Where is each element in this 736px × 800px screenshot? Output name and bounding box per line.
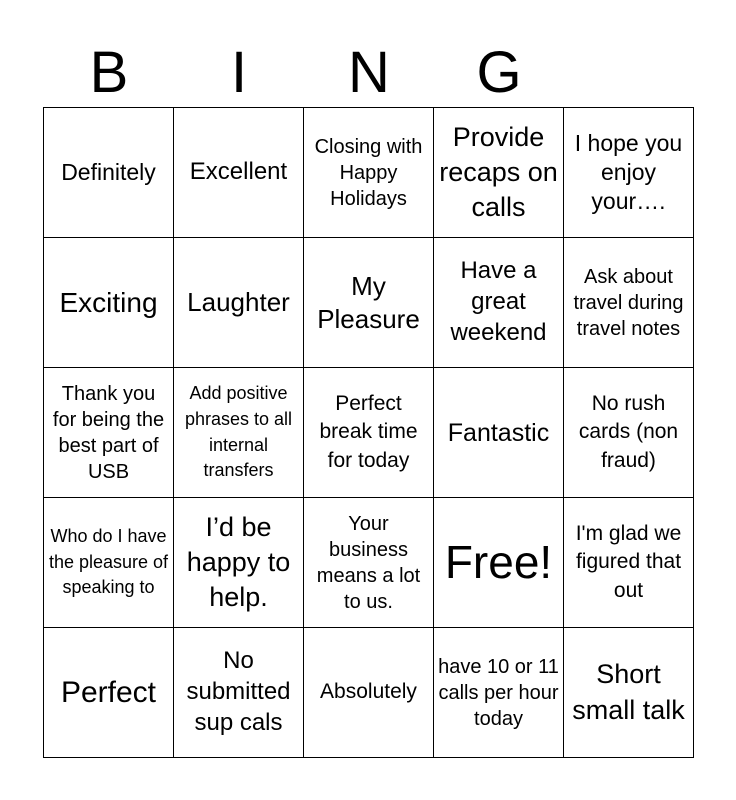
header-letter-b: B bbox=[89, 40, 129, 105]
header-letter-n: N bbox=[348, 40, 390, 105]
bingo-cell: Ask about travel during travel notes bbox=[564, 238, 694, 368]
bingo-row bbox=[44, 628, 694, 758]
bingo-cell: have 10 or 11 calls per hour today bbox=[434, 628, 564, 758]
bingo-row bbox=[44, 498, 694, 628]
bingo-cell: Exciting bbox=[44, 238, 174, 368]
bingo-cell: Definitely bbox=[44, 108, 174, 238]
bingo-row bbox=[44, 108, 694, 238]
bingo-row bbox=[44, 368, 694, 498]
bingo-cell: No rush cards (non fraud) bbox=[564, 368, 694, 498]
bingo-cell: Perfect break time for today bbox=[304, 368, 434, 498]
header-letter-g: G bbox=[476, 40, 522, 105]
bingo-cell-free: Free! bbox=[434, 498, 564, 628]
bingo-cell: Short small talk bbox=[564, 628, 694, 758]
bingo-cell: Thank you for being the best part of USB bbox=[44, 368, 174, 498]
header-letter-i: I bbox=[230, 40, 248, 105]
bingo-cell: I’d be happy to help. bbox=[174, 498, 304, 628]
bingo-cell: Absolutely bbox=[304, 628, 434, 758]
bingo-cell: Who do I have the pleasure of speaking to bbox=[44, 498, 174, 628]
bingo-cell: Provide recaps on calls bbox=[434, 108, 564, 238]
bingo-row bbox=[44, 238, 694, 368]
bingo-cell: Excellent bbox=[174, 108, 304, 238]
bingo-cell: Your business means a lot to us. bbox=[304, 498, 434, 628]
bingo-cell: No submitted sup cals bbox=[174, 628, 304, 758]
bingo-cell: Fantastic bbox=[434, 368, 564, 498]
bingo-cell: Add positive phrases to all internal transfers bbox=[174, 368, 304, 498]
bingo-cell: Have a great weekend bbox=[434, 238, 564, 368]
bingo-cell: I hope you enjoy your…. bbox=[564, 108, 694, 238]
bingo-header bbox=[44, 38, 694, 108]
bingo-cell: Closing with Happy Holidays bbox=[304, 108, 434, 238]
bingo-cell: Perfect bbox=[44, 628, 174, 758]
bingo-cell: Laughter bbox=[174, 238, 304, 368]
bingo-card bbox=[43, 107, 694, 758]
bingo-cell: I'm glad we figured that out bbox=[564, 498, 694, 628]
bingo-cell: My Pleasure bbox=[304, 238, 434, 368]
